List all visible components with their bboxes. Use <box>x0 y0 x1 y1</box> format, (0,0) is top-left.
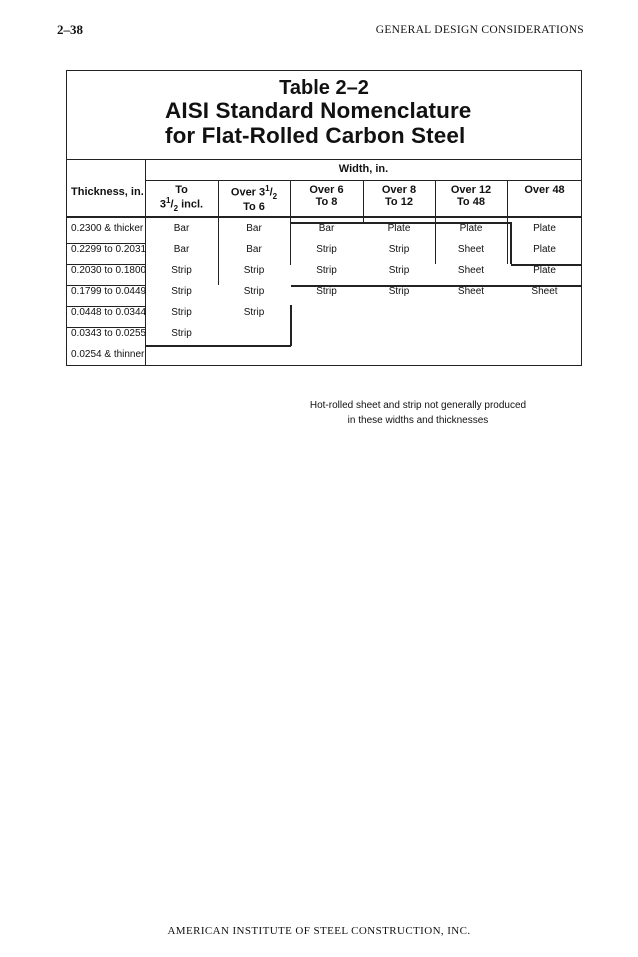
note-line: in these widths and thicknesses <box>347 415 489 426</box>
table-note <box>293 398 543 428</box>
col-header <box>435 184 507 208</box>
table-cell: Plate <box>533 265 556 276</box>
col-header-line1: Over 12 <box>450 184 492 196</box>
header-rule <box>67 216 582 218</box>
col-header-line1: Over $3^1/_2$ <box>230 184 278 201</box>
col-header-line1: Over 6 <box>309 184 344 196</box>
row-thickness: 0.0448 to 0.0344 <box>71 307 147 318</box>
table-cell: Strip <box>243 307 265 318</box>
row-thickness: 0.1799 to 0.0449 <box>71 286 147 297</box>
col-header-line2: $3^1/_2$ incl. <box>159 196 204 213</box>
table-cell: Bar <box>173 244 190 255</box>
col-header-line2: To 8 <box>315 196 338 208</box>
table-cell: Plate <box>533 244 556 255</box>
table-grid <box>67 159 581 426</box>
frac-den: 2 <box>272 191 278 201</box>
frac-num: 1 <box>265 184 270 193</box>
table-cell: Plate <box>387 223 411 234</box>
col-header-line2: To 48 <box>457 196 485 208</box>
row-thickness: 0.2030 to 0.1800 <box>71 265 147 276</box>
table-cell: Strip <box>171 307 192 318</box>
col-header-part: 3 <box>159 198 167 211</box>
thickness-header: Thickness, in. <box>71 186 144 198</box>
table-cell: Sheet <box>531 286 558 297</box>
col-header-line1: Over 48 <box>524 184 565 196</box>
col-header <box>145 184 218 213</box>
row-thickness: 0.0343 to 0.0255 <box>71 328 147 339</box>
table-cell: Strip <box>171 328 192 339</box>
frac-num: 1 <box>166 196 171 205</box>
row-thickness: 0.2299 to 0.2031 <box>71 244 147 255</box>
table-title-line1: AISI Standard Nomenclature <box>165 98 472 123</box>
width-group-label: Width, in. <box>338 163 389 175</box>
frac-den: 2 <box>173 203 179 213</box>
table-cell: Strip <box>171 265 192 276</box>
table-title-block <box>67 71 581 160</box>
table-number: Table 2–2 <box>279 77 369 99</box>
col-header <box>507 184 582 196</box>
table-cell: Bar <box>246 223 262 234</box>
table-cell: Strip <box>243 265 265 276</box>
table-cell: Bar <box>246 244 262 255</box>
table-cell: Plate <box>459 223 483 234</box>
page-number: 2–38 <box>57 22 83 37</box>
step-rule <box>145 345 291 347</box>
table-cell: Strip <box>316 244 337 255</box>
table-cell: Strip <box>388 265 410 276</box>
table-cell: Sheet <box>457 286 485 297</box>
running-head: GENERAL DESIGN CONSIDERATIONS <box>375 24 584 36</box>
col-header-line2: To 6 <box>243 200 265 213</box>
row-thickness: 0.2300 & thicker <box>71 223 144 234</box>
col-header-part: incl. <box>178 198 204 211</box>
row-thickness: 0.0254 & thinner <box>71 349 145 360</box>
col-header-line1: Over 8 <box>381 184 417 196</box>
publisher-footer: AMERICAN INSTITUTE OF STEEL CONSTRUCTION, INC. <box>167 925 471 937</box>
nomenclature-table <box>66 70 582 426</box>
table-cell: Strip <box>388 244 410 255</box>
table-cell: Strip <box>171 286 192 297</box>
table-cell: Strip <box>388 286 410 297</box>
table-cell: Sheet <box>457 244 485 255</box>
table-cell: Strip <box>316 286 337 297</box>
col-header-line2: To 12 <box>385 196 413 208</box>
table-cell: Plate <box>533 223 556 234</box>
table-cell: Strip <box>243 286 265 297</box>
note-line: Hot-rolled sheet and strip not generally produced <box>309 400 527 411</box>
col-header <box>363 184 435 208</box>
col-divider <box>290 305 292 346</box>
header-rule <box>145 180 582 181</box>
table-cell: Bar <box>318 223 335 234</box>
col-header-part: Over 3 <box>230 186 266 199</box>
col-header-line1: To <box>175 184 188 196</box>
table-title-line2: for Flat-Rolled Carbon Steel <box>165 123 466 148</box>
table-cell: Strip <box>316 265 337 276</box>
col-header <box>218 184 290 213</box>
table-cell: Sheet <box>457 265 485 276</box>
col-header <box>290 184 363 208</box>
table-cell: Bar <box>173 223 190 234</box>
